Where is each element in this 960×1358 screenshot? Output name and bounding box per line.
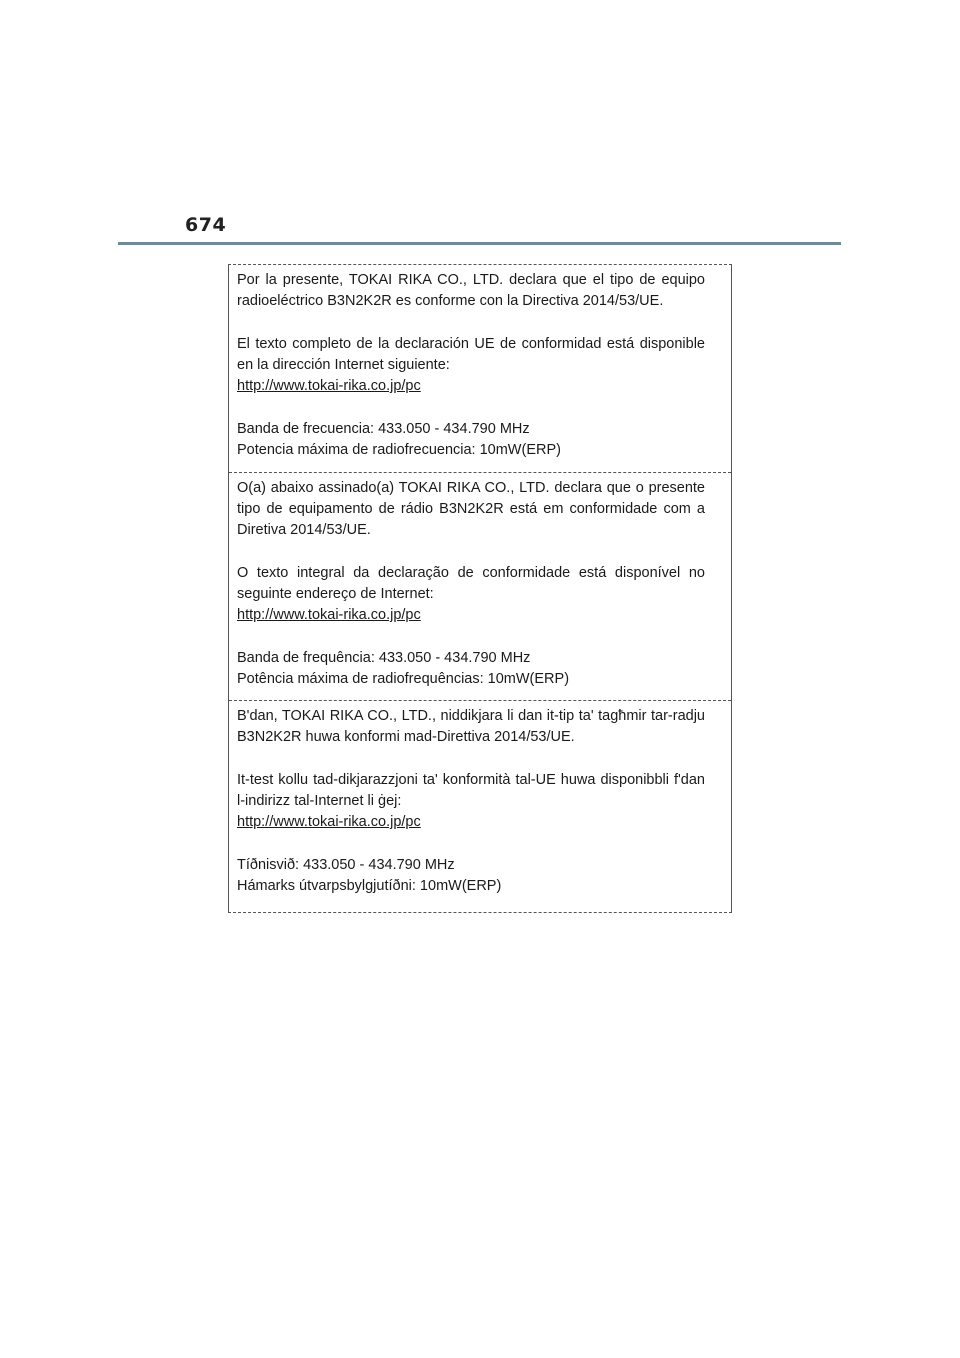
- declaration-portuguese: [229, 472, 731, 700]
- declaration-statement: O(a) abaixo assinado(a) TOKAI RIKA CO., LTD. declara que o presente tipo de equipamento de rádio B3N2K2R está em conformidade com a Diretiva 2014/53/UE.: [237, 480, 705, 538]
- declaration-availability: O texto integral da declaração de conformidade está disponível no seguinte endereço de Internet:: [237, 565, 705, 602]
- frequency-band: Banda de frequência: 433.050 - 434.790 MHz: [237, 650, 531, 666]
- declaration-availability: El texto completo de la declaración UE de conformidad está disponible en la dirección Internet siguiente:: [237, 336, 705, 373]
- page-number: 674: [185, 214, 227, 236]
- declaration-url-link[interactable]: http://www.tokai-rika.co.jp/pc: [237, 607, 421, 623]
- declaration-table: [228, 264, 732, 913]
- max-power: Potência máxima de radiofrequências: 10mW(ERP): [237, 671, 570, 687]
- declaration-spanish: [229, 265, 731, 472]
- declaration-statement: B'dan, TOKAI RIKA CO., LTD., niddikjara li dan it-tip ta' tagħmir tar-radju B3N2K2R huwa konformi mad-Direttiva 2014/53/UE.: [237, 708, 705, 745]
- declaration-maltese: [229, 700, 731, 912]
- declaration-url-link[interactable]: http://www.tokai-rika.co.jp/pc: [237, 378, 421, 394]
- frequency-band: Tíðnisvið: 433.050 - 434.790 MHz: [237, 857, 455, 873]
- declaration-statement: Por la presente, TOKAI RIKA CO., LTD. declara que el tipo de equipo radioeléctrico B3N2K2R es conforme con la Directiva 2014/53/UE.: [237, 272, 705, 309]
- declaration-url-link[interactable]: http://www.tokai-rika.co.jp/pc: [237, 814, 421, 830]
- header-rule: [118, 242, 841, 245]
- max-power: Potencia máxima de radiofrecuencia: 10mW(ERP): [237, 442, 561, 458]
- frequency-band: Banda de frecuencia: 433.050 - 434.790 MHz: [237, 421, 530, 437]
- max-power: Hámarks útvarpsbylgjutíðni: 10mW(ERP): [237, 878, 502, 894]
- declaration-availability: It-test kollu tad-dikjarazzjoni ta' konformità tal-UE huwa disponibbli f'dan l-indirizz tal-Internet li ġej:: [237, 772, 705, 809]
